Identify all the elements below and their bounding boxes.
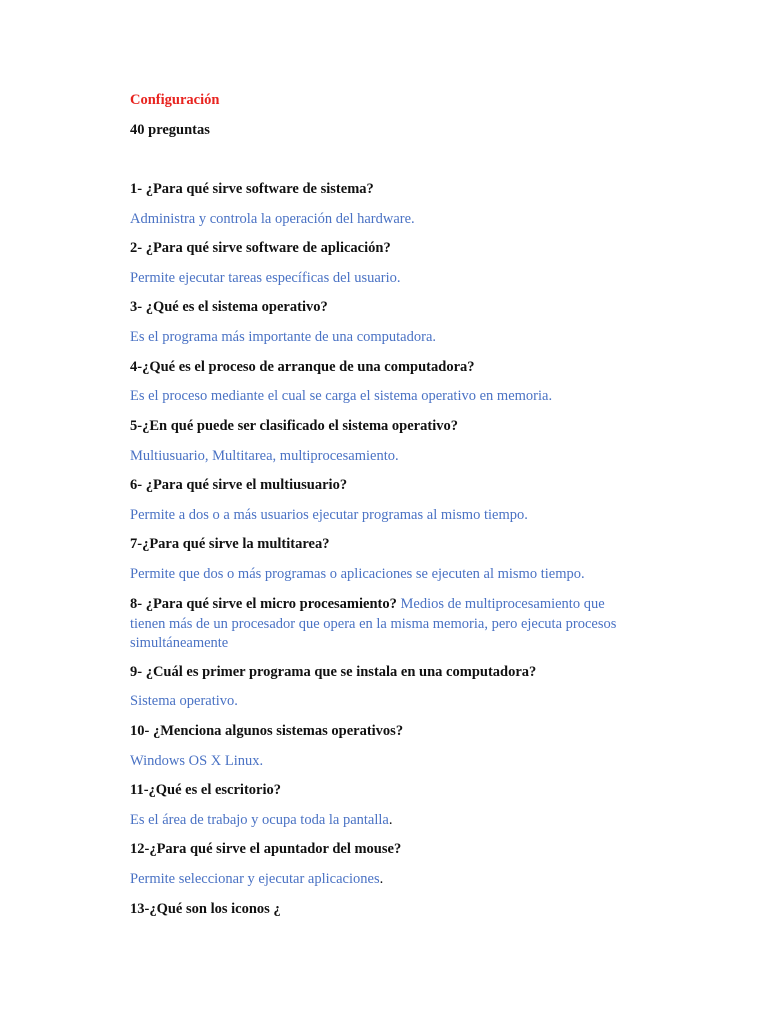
document-title: Configuración	[130, 92, 220, 108]
question-1: 1- ¿Para qué sirve software de sistema?	[130, 181, 374, 197]
question-12: 12-¿Para qué sirve el apuntador del mouse?	[130, 841, 402, 857]
question-6: 6- ¿Para qué sirve el multiusuario?	[130, 477, 348, 493]
answer-2: Permite ejecutar tareas específicas del usuario.	[130, 270, 401, 286]
question-5: 5-¿En qué puede ser clasificado el sistema operativo?	[130, 418, 458, 434]
question-7: 7-¿Para qué sirve la multitarea?	[130, 536, 330, 552]
document-subtitle: 40 preguntas	[130, 122, 210, 138]
answer-12: Permite seleccionar y ejecutar aplicaciones	[130, 871, 380, 887]
answer-3: Es el programa más importante de una computadora.	[130, 329, 437, 345]
question-3: 3- ¿Qué es el sistema operativo?	[130, 299, 328, 315]
question-9: 9- ¿Cuál es primer programa que se instala en una computadora?	[130, 664, 537, 680]
answer-11-line	[130, 811, 650, 831]
question-13: 13-¿Qué son los iconos ¿	[130, 901, 281, 917]
question-10: 10- ¿Menciona algunos sistemas operativos?	[130, 723, 404, 739]
answer-4: Es el proceso mediante el cual se carga el sistema operativo en memoria.	[130, 388, 553, 404]
answer-1: Administra y controla la operación del hardware.	[130, 211, 415, 227]
answer-5: Multiusuario, Multitarea, multiprocesamiento.	[130, 448, 399, 464]
answer-10: Windows OS X Linux.	[130, 753, 264, 769]
answer-11-period: .	[388, 812, 393, 828]
question-8: 8- ¿Para qué sirve el micro procesamiento?	[130, 596, 397, 612]
question-4: 4-¿Qué es el proceso de arranque de una computadora?	[130, 359, 475, 375]
answer-12-period: .	[379, 871, 384, 887]
answer-9: Sistema operativo.	[130, 693, 238, 709]
answer-6: Permite a dos o a más usuarios ejecutar programas al mismo tiempo.	[130, 507, 528, 523]
question-8-block	[130, 595, 640, 654]
question-11: 11-¿Qué es el escritorio?	[130, 782, 281, 798]
answer-11: Es el área de trabajo y ocupa toda la pantalla	[130, 812, 389, 828]
question-2: 2- ¿Para qué sirve software de aplicación?	[130, 240, 391, 256]
answer-12-line	[130, 870, 650, 890]
answer-8: Medios de multiprocesamiento que tienen más de un procesador que opera en la misma memoria, pero ejecuta procesos simultáneamente	[130, 596, 617, 651]
answer-7: Permite que dos o más programas o aplicaciones se ejecuten al mismo tiempo.	[130, 566, 585, 582]
